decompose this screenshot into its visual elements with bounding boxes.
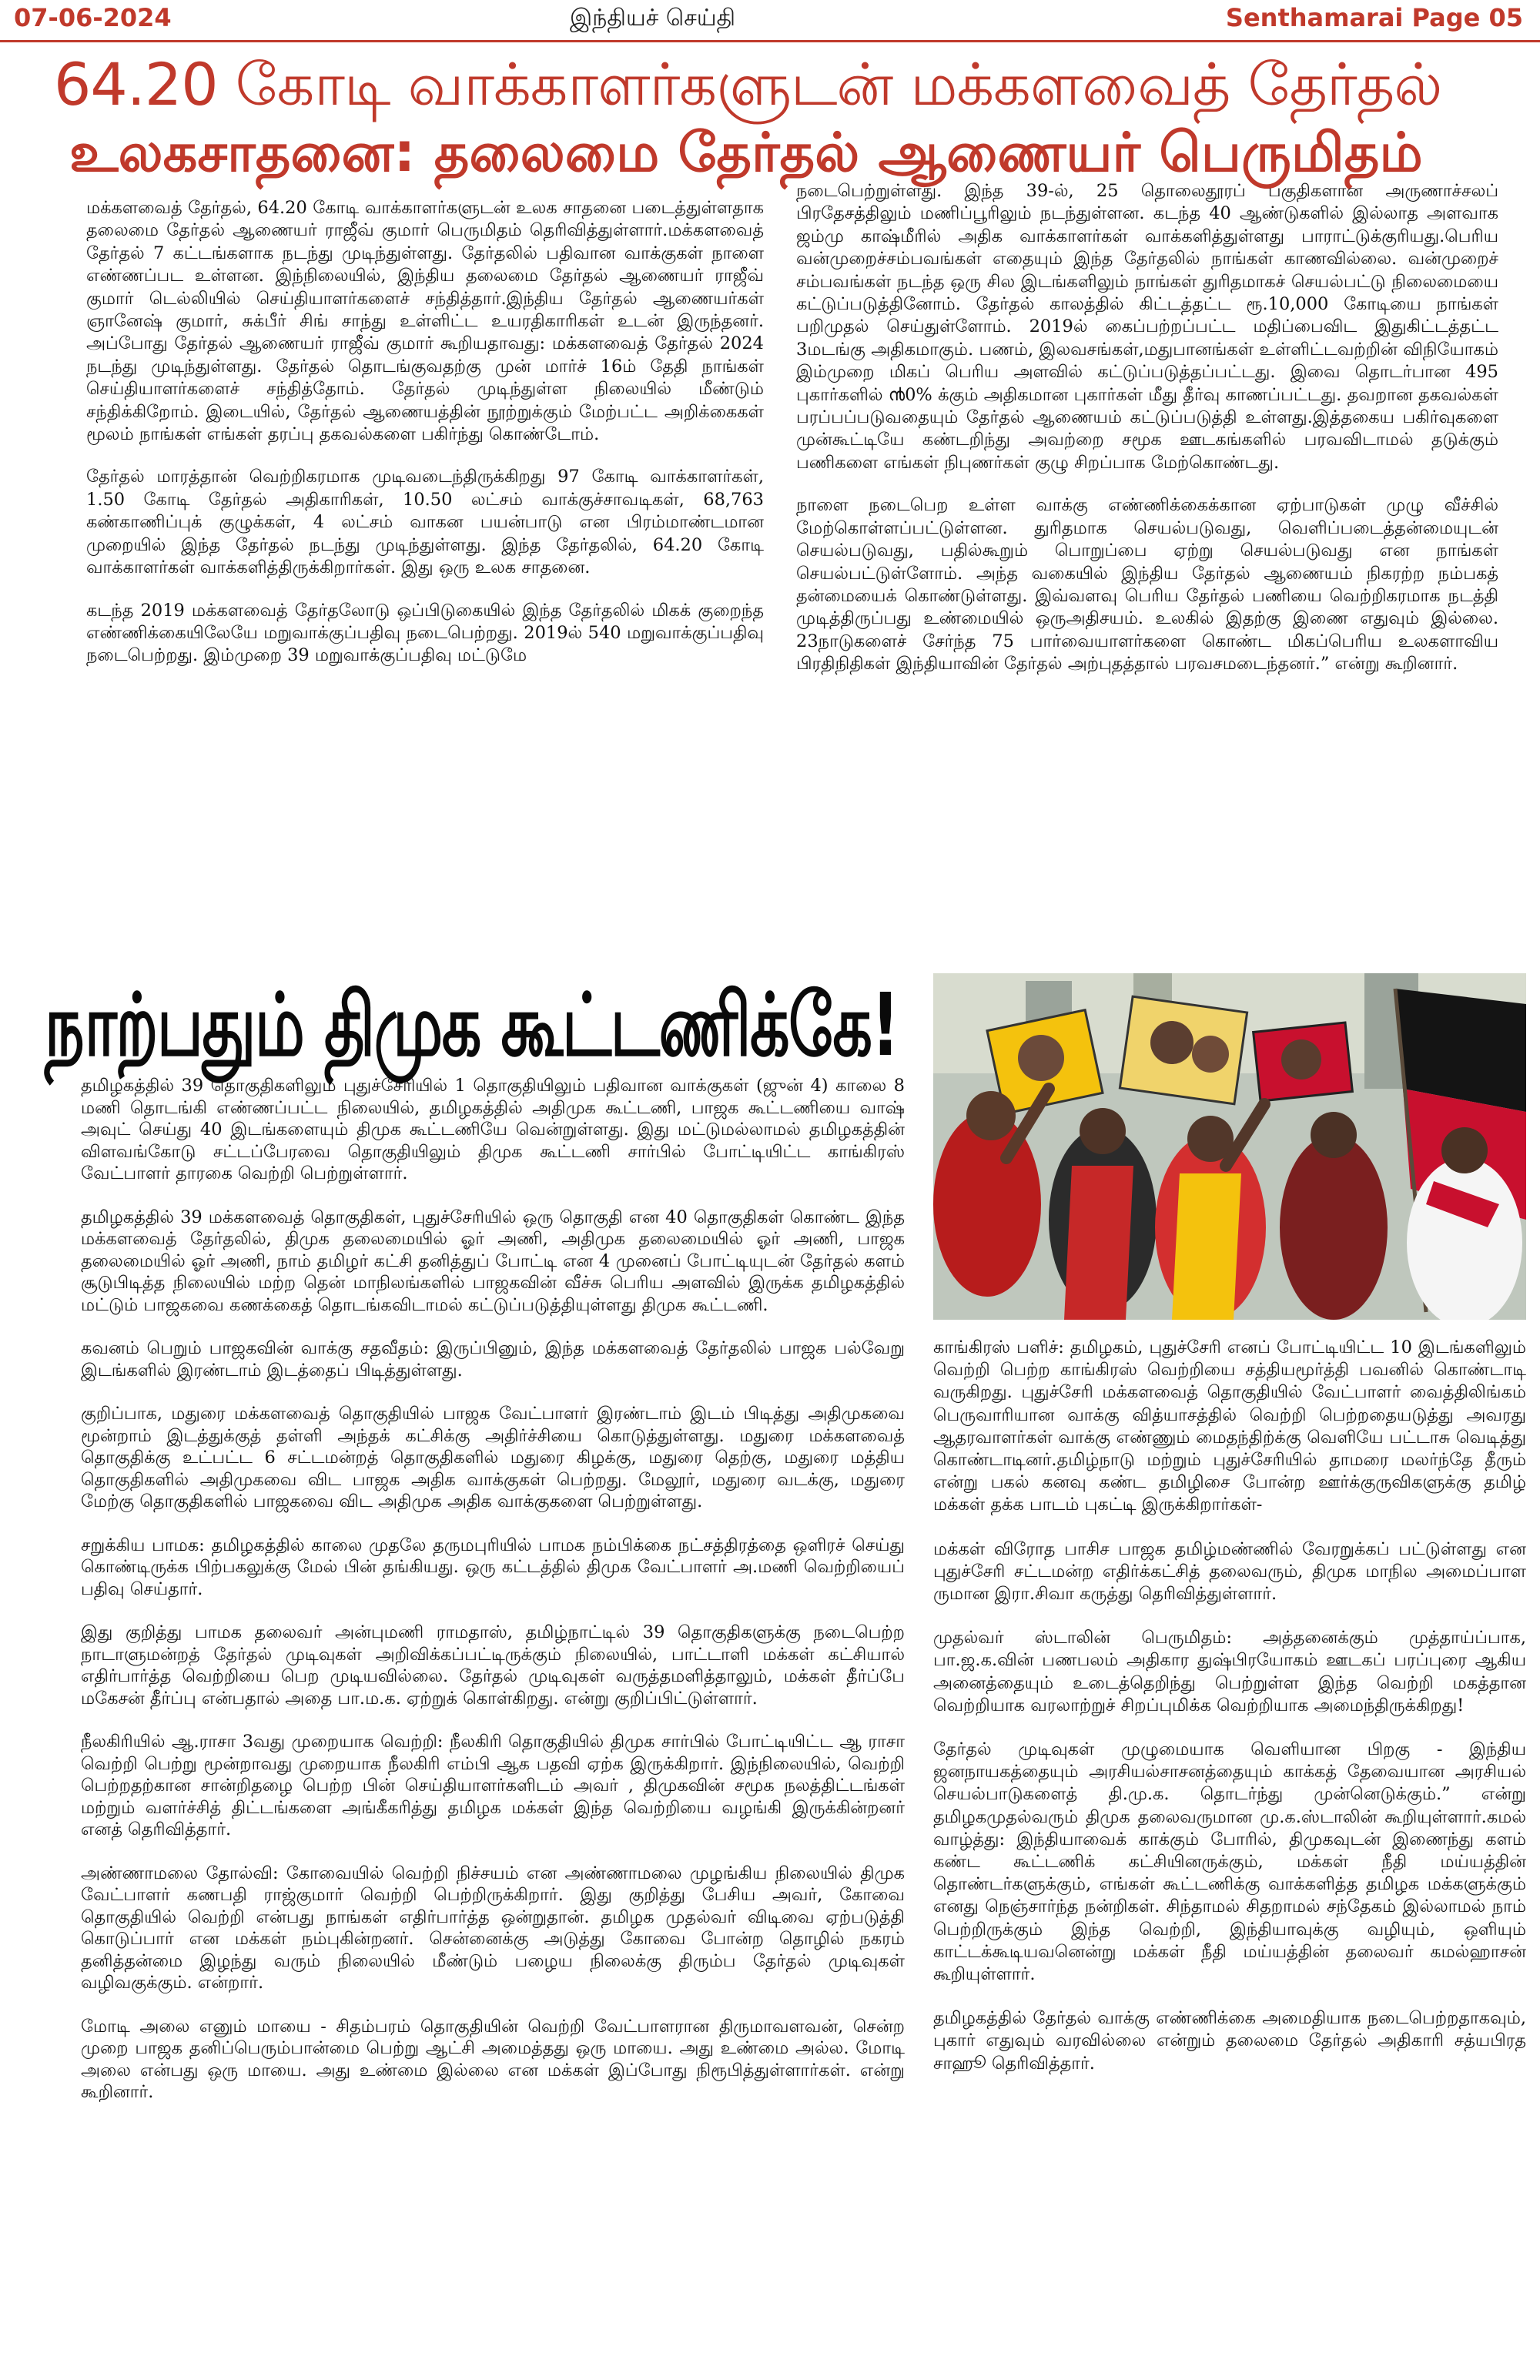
story1-left-column <box>86 197 764 688</box>
story2-paragraph: கவனம் பெறும் பாஜகவின் வாக்கு சதவீதம்: இருப்பினும், இந்த மக்களவைத் தேர்தலில் பாஜக பல்வேறு இடங்களில் இரண்டாம் இடத்தைப் பிடித்துள்ளது. <box>81 1338 905 1381</box>
story2-paragraph: காங்கிரஸ் பளிச்: தமிழகம், புதுச்சேரி எனப் போட்டியிட்ட 10 இடங்களிலும் வெற்றி பெற்ற காங்கிரஸ் வெற்றியை சத்தியமூர்த்தி பவனில் கொண்டாடி வருகிறது. புதுச்சேரி மக்களவைத் தொகுதியில் வேட்பாளர் வைத்திலிங்கம் பெருவாரியான வாக்கு வித்யாசத்தில் வெற்றி பெற்றதையடுத்து அவரது ஆதரவாளர்கள் வாக்கு எண்ணும் மைதந்திற்க்கு வெளியே பட்டாசு வெடித்து கொண்டாடினர்.தமிழ்நாடு மற்றும் புதுச்சேரியில் தாமரை மலர்ந்தே தீரும் என்று பகல் கனவு கண்ட தமிழிசை போன்ற ஊர்க்குருவிகளுக்கு தமிழ் மக்கள் தக்க பாடம் புகட்டி இருக்கிறார்கள்- <box>933 1337 1526 1515</box>
person-head <box>1080 1108 1126 1154</box>
story2-right-column <box>933 1337 1526 2097</box>
story1-paragraph: கடந்த 2019 மக்களவைத் தேர்தலோடு ஒப்பிடுகையில் இந்த தேர்தலில் மிகக் குறைந்த எண்ணிக்கையிலேயே மறுவாக்குப்பதிவு நடைபெற்றது. 2019ல் 540 மறுவாக்குப்பதிவு நடைபெற்றது. இம்முறை 39 மறுவாக்குப்பதிவு மட்டுமே <box>86 600 764 666</box>
story2-paragraph: முதல்வர் ஸ்டாலின் பெருமிதம்: அத்தனைக்கும் முத்தாய்ப்பாக, பா.ஜ.க.வின் பணபலம் அதிகார துஷ்பிரயோகம் ஊடகப் பரப்புரை ஆகிய அனைத்தையும் உடைத்தெறிந்து பெற்றுள்ள இந்த வெற்றி மகத்தான வெற்றியாக வரலாற்றுச் சிறப்புமிக்க வெற்றியாக அமைந்திருக்கிறது! <box>933 1628 1526 1716</box>
placard-portrait <box>1281 1039 1321 1080</box>
story2-headline: நாற்பதும் திமுக கூட்டணிக்கே! <box>45 976 899 1076</box>
story2-left-column <box>81 1075 905 2125</box>
story2-paragraph: சறுக்கிய பாமக: தமிழகத்தில் காலை முதலே தருமபுரியில் பாமக நம்பிக்கை நட்சத்திரத்தை ஒளிரச் செய்து கொண்டிருக்க பிற்பகலுக்கு மேல் பின் தங்கியது. ஒரு கட்டத்தில் திமுக வேட்பாளர் அ.மணி வெற்றியைப் பதிவு செய்தார். <box>81 1535 905 1599</box>
story1-paragraph: மக்களவைத் தேர்தல், 64.20 கோடி வாக்காளர்களுடன் உலக சாதனை படைத்துள்ளதாக தலைமை தேர்தல் ஆணையர் ராஜீவ் குமார் பெருமிதம் தெரிவித்துள்ளார்.மக்களவைத் தேர்தல் 7 கட்டங்களாக நடந்து முடிந்துள்ளது. தேர்தலில் பதிவான வாக்குகள் நாளை எண்ணப்பட உள்ளன. இந்நிலையில், இந்திய தலைமை தேர்தல் ஆணையர் ராஜீவ் குமார் டெல்லியில் செய்தியாளர்களைச் சந்தித்தார்.இந்திய தேர்தல் ஆணையர்கள் ஞானேஷ் குமார், சுக்பீர் சிங் சாந்து உள்ளிட்ட உயரதிகாரிகள் உடன் இருந்தனர். அப்போது தேர்தல் ஆணையர் ராஜீவ் குமார் கூறியதாவது: மக்களவைத் தேர்தல் 2024 நடந்து முடிந்துள்ளது. தேர்தல் தொடங்குவதற்கு முன் மார்ச் 16ம் தேதி நாங்கள் செய்தியாளர்களைச் சந்தித்தோம். தேர்தல் முடிந்துள்ள நிலையில் மீண்டும் சந்திக்கிறோம். இடையில், தேர்தல் ஆணையத்தின் நூற்றுக்கும் மேற்பட்ட அறிக்கைகள் மூலம் நாங்கள் எங்கள் தரப்பு தகவல்களை பகிர்ந்து கொண்டோம். <box>86 198 764 445</box>
story2-paragraph: தமிழகத்தில் தேர்தல் வாக்கு எண்ணிக்கை அமைதியாக நடைபெற்றதாகவும், புகார் எதுவும் வரவில்லை என்றும் தலைமை தேர்தல் அதிகாரி சத்யபிரத சாஹூ தெரிவித்தார். <box>933 2008 1526 2074</box>
placard-portrait <box>1150 1021 1194 1064</box>
story2-paragraph: நீலகிரியில் ஆ.ராசா 3வது முறையாக வெற்றி: நீலகிரி தொகுதியில் திமுக சார்பில் போட்டியிட்ட ஆ ராசா வெற்றி பெற்று மூன்றாவது முறையாக நீலகிரி எம்பி ஆக பதவி ஏற்க இருக்கிறார். இந்நிலையில், வெற்றி பெற்றதற்கான சான்றிதழை பெற்ற பின் செய்தியாளர்களிடம் அவர் , திமுகவின் சமூக நலத்திட்டங்கள் மற்றும் வளர்ச்சித் திட்டங்களை அங்கீகரித்து தமிழக மக்கள் இந்த வெற்றியை வழங்கி இருக்கின்றனர் எனத் தெரிவித்தார். <box>81 1732 905 1839</box>
person-head <box>966 1091 1016 1140</box>
person-head <box>1441 1127 1488 1173</box>
celebration-photo-svg <box>933 973 1526 1320</box>
story2-paragraph: தமிழகத்தில் 39 மக்களவைத் தொகுதிகள், புதுச்சேரியில் ஒரு தொகுதி என 40 தொகுதிகள் கொண்ட இந்த மக்களவைத் தேர்தலில், திமுக தலைமையில் ஓர் அணி, அதிமுக தலைமையில் ஓர் அணி, பாஜக தலைமையில் ஓர் அணி, நாம் தமிழர் கட்சி தனித்துப் போட்டி என 4 முனைப் போட்டியுடன் தேர்தல் களம் சூடுபிடித்த நிலையில் மற்ற தென் மாநிலங்களில் பாஜகவின் வீச்சு பெரிய அளவில் இருக்க தமிழகத்தில் மட்டும் பாஜகவை கணக்கைத் தொடங்கவிடாமல் கட்டுப்படுத்தியுள்ளது திமுக கூட்டணி. <box>81 1207 905 1315</box>
story2-paragraph: தேர்தல் முடிவுகள் முழுமையாக வெளியான பிறகு - இந்திய ஜனநாயகத்தையும் அரசியல்சாசனத்தையும் காக்கத் தேவையான அரசியல் செயல்பாடுகளைத் தி.மு.க. தொடர்ந்து முன்னெடுக்கும்.” என்று தமிழகமுதல்வரும் திமுக தலைவருமான மு.க.ஸ்டாலின் கூறியுள்ளார்.கமல் வாழ்த்து: இந்தியாவைக் காக்கும் போரில், திமுகவுடன் இணைந்து களம் கண்ட கூட்டணிக் கட்சியினருக்கும், மக்கள் நீதி மய்யத்தின் தொண்டர்களுக்கும், எங்கள் கூட்டணிக்கு வாக்களித்த தமிழக மக்களுக்கும் எனது நெஞ்சார்ந்த நன்றிகள். சிந்தாமல் சிதறாமல் சந்தேகம் இல்லாமல் நாம் பெற்றிருக்கும் இந்த வெற்றி, இந்தியாவுக்கு வழியும், ஒளியும் காட்டக்கூடியவனென்று மக்கள் நீதி மய்யத்தின் தலைவர் கமல்ஹாசன் கூறியுள்ளார். <box>933 1739 1526 1985</box>
issue-date: 07-06-2024 <box>14 3 172 32</box>
celebration-photo <box>933 973 1526 1320</box>
story1-paragraph: நாளை நடைபெற உள்ள வாக்கு எண்ணிக்கைக்கான ஏற்பாடுகள் முழு வீச்சில் மேற்கொள்ளப்பட்டுள்ளன. துரிதமாக செயல்படுவது, வெளிப்படைத்தன்மையுடன் செயல்படுவது, பதில்கூறும் பொறுப்பை ஏற்று செயல்படுவது என நாங்கள் செயல்பட்டுள்ளோம். அந்த வகையில் இந்திய தேர்தல் ஆணையம் நிகரற்ற நம்பகத் தன்மையைக் கொண்டுள்ளது. இவ்வளவு பெரிய தேர்தல் பணியை வெற்றிகரமாக நடத்தி முடித்திருப்பது உண்மையில் ஒருஅதிசயம். உலகில் இதற்கு இணை எதுவும் இல்லை. 23நாடுகளைச் சேர்ந்த 75 பார்வையாளர்களை கொண்ட மிகப்பெரிய உலகளாவிய பிரதிநிதிகள் இந்தியாவின் தேர்தல் அற்புதத்தால் பரவசமடைந்தனர்.” என்று கூறினார். <box>796 495 1498 675</box>
story1-right-column <box>796 180 1498 696</box>
person-shirt <box>1407 1158 1522 1320</box>
person-saree-drape <box>1064 1166 1133 1320</box>
story2-paragraph: இது குறித்து பாமக தலைவர் அன்புமணி ராமதாஸ், தமிழ்நாட்டில் 39 தொகுதிகளுக்கு நடைபெற்ற நாடாளுமன்றத் தேர்தல் முடிவுகள் அறிவிக்கப்பட்டிருக்கும் நிலையில், பாட்டாளி மக்கள் கட்சியால் எதிர்பார்த்த வெற்றியை பெற முடியவில்லை. தேர்தல் முடிவுகள் வருத்தமளித்தாலும், மக்கள் தீர்ப்பே மகேசன் தீர்ப்பு என்பதால் அதை பா.ம.க. ஏற்றுக் கொள்கிறது. என்று குறிப்பிட்டுள்ளார். <box>81 1622 905 1709</box>
person-saree <box>1280 1135 1388 1320</box>
placard-portrait <box>1018 1035 1064 1081</box>
story2-paragraph: அண்ணாமலை தோல்வி: கோவையில் வெற்றி நிச்சயம் என அண்ணாமலை முழங்கிய நிலையில் திமுக வேட்பாளர் கணபதி ராஜ்குமார் வெற்றி பெற்றிருக்கிறார். இது குறித்து பேசிய அவர், கோவை தொகுதியில் வெற்றி என்பது நாங்கள் எதிர்பார்த்த ஒன்றுதான். தமிழக முதல்வர் விடிவை ஏற்படுத்தி கொடுப்பார் என மக்கள் நம்புகின்றனர். சென்னைக்கு அடுத்து கோவை போன்ற தொழில் நகரம் தனித்தன்மை இழந்து வரும் நிலையில் மீண்டும் பழைய நிலைக்கு திரும்ப தேர்தல் முடிவுகள் வழிவகுக்கும். என்றார். <box>81 1863 905 1993</box>
story1-paragraph: நடைபெற்றுள்ளது. இந்த 39-ல், 25 தொலைதூரப் பகுதிகளான அருணாச்சலப் பிரதேசத்திலும் மணிப்பூரிலும் நடந்துள்ளன. கடந்த 40 ஆண்டுகளில் இல்லாத அளவாக ஜம்மு காஷ்மீரில் அதிக வாக்காளர்கள் வாக்களித்துள்ளது பாராட்டுக்குரியது.பெரிய வன்முறைச்சம்பவங்கள் எதையும் இந்த தேர்தலில் நாங்கள் காணவில்லை. வன்முறைச் சம்பவங்கள் நடந்த ஒரு சில இடங்களிலும் நாங்கள் துரிதமாகச் செயல்பட்டு நிலைமையை கட்டுப்படுத்தினோம். தேர்தல் காலத்தில் கிட்டத்தட்ட ரூ.10,000 கோடியை நாங்கள் பறிமுதல் செய்துள்ளோம். 2019ல் கைப்பற்றப்பட்ட மதிப்பைவிட இதுகிட்டத்தட்ட 3மடங்கு அதிகமாகும். பணம், இலவசங்கள்,மதுபானங்கள் உள்ளிட்டவற்றின் விநியோகம் இம்முறை மிகப் பெரிய அளவில் கட்டுப்படுத்தப்பட்டது. இவை தொடர்பான 495 புகார்களில் ൯0% க்கும் அதிகமான புகார்கள் மீது தீர்வு காணப்பட்டது. தவறான தகவல்கள் பரப்பப்படுவதையும் தேர்தல் ஆணையம் கட்டுப்படுத்தி உள்ளது.இத்தகைய பகிர்வுகளை முன்கூட்டியே கண்டறிந்து அவற்றை சமூக ஊடகங்களில் பரவவிடாமல் தடுக்கும் பணிகளை எங்கள் நிபுணர்கள் குழு சிறப்பாக மேற்கொண்டது. <box>796 181 1498 473</box>
story1-paragraph: தேர்தல் மாரத்தான் வெற்றிகரமாக முடிவடைந்திருக்கிறது 97 கோடி வாக்காளர்கள், 1.50 கோடி தேர்தல் அதிகாரிகள், 10.50 லட்சம் வாக்குச்சாவடிகள், 68,763 கண்காணிப்புக் குழுக்கள், 4 லட்சம் வாகன பயன்பாடு என பிரம்மாண்டமான முறையில் இந்த தேர்தல் நடந்து முடிந்துள்ளது. இந்த தேர்தலில், 64.20 கோடி வாக்காளர்கள் வாக்களித்திருக்கிறார்கள். இது ஒரு உலக சாதனை. <box>86 467 764 578</box>
placard-portrait <box>1192 1036 1229 1073</box>
main-headline-line1: 64.20 கோடி வாக்காளர்களுடன் மக்களவைத் தேர்தல் <box>54 50 1442 119</box>
story2-paragraph: மோடி அலை எனும் மாயை - சிதம்பரம் தொகுதியின் வெற்றி வேட்பாளரான திருமாவளவன், சென்ற முறை பாஜக தனிப்பெரும்பான்மை பெற்று ஆட்சி அமைத்தது ஒரு மாயை. அது உண்மை அல்ல. மோடி அலை என்பது ஒரு மாயை. அது உண்மை இல்லை என மக்கள் இப்போது நிரூபித்துள்ளார்கள். என்று கூறினார். <box>81 2016 905 2102</box>
header-divider <box>0 40 1540 42</box>
person-head <box>1311 1112 1357 1158</box>
story2-paragraph: மக்கள் விரோத பாசிச பாஜக தமிழ்மண்ணில் வேரறுக்கப் பட்டுள்ளது என புதுச்சேரி சட்டமன்ற எதிர்க்கட்சித் தலைவரும், திமுக மாநில அமைப்பாள ருமான இரா.சிவா கருத்து தெரிவித்துள்ளார். <box>933 1538 1526 1605</box>
story2-paragraph: குறிப்பாக, மதுரை மக்களவைத் தொகுதியில் பாஜக வேட்பாளர் இரண்டாம் இடம் பிடித்து அதிமுகவை மூன்றாம் இடத்துக்குத் தள்ளி அந்தக் கட்சிக்கு அதிர்ச்சியை கொடுத்துள்ளது. மதுரை மக்களவைத் தொகுதிக்கு உட்பட்ட 6 சட்டமன்றத் தொகுதிகளில் மதுரை கிழக்கு, மதுரை தெற்கு, மதுரை மத்திய தொகுதிகளில் அதிமுகவை விட பாஜக அதிக வாக்குகள் பெற்றது. மேலூர், மதுரை வடக்கு, மதுரை மேற்கு தொகுதிகளில் பாஜகவை விட அதிமுக அதிக வாக்குகளை பெற்றுள்ளது. <box>81 1404 905 1511</box>
story2-paragraph: தமிழகத்தில் 39 தொகுதிகளிலும் புதுச்சேரியில் 1 தொகுதியிலும் பதிவான வாக்குகள் (ஜுன் 4) காலை 8 மணி தொடங்கி எண்ணப்பட்ட நிலையில், தமிழகத்தில் அதிமுக கூட்டணி, பாஜக கூட்டணியை வாஷ் அவுட் செய்து 40 இடங்களையும் திமுக கூட்டணியே வென்றுள்ளது. இது மட்டுமல்லாமல் தமிழகத்தின் விளவங்கோடு சட்டப்பேரவை தொகுதியிலும் திமுக கூட்டணி சார்பில் போட்டியிட்ட காங்கிரஸ் வேட்பாளர் தாரகை வெற்றி பெற்றுள்ளார். <box>81 1076 905 1183</box>
section-label: இந்தியச் செய்தி <box>570 5 736 32</box>
main-headline-line2: உலகசாதனை: தலைமை தேர்தல் ஆணையர் பெருமிதம் <box>69 121 1423 184</box>
paper-page: Senthamarai Page 05 <box>1225 3 1523 32</box>
person-saree-drape <box>1172 1173 1241 1320</box>
